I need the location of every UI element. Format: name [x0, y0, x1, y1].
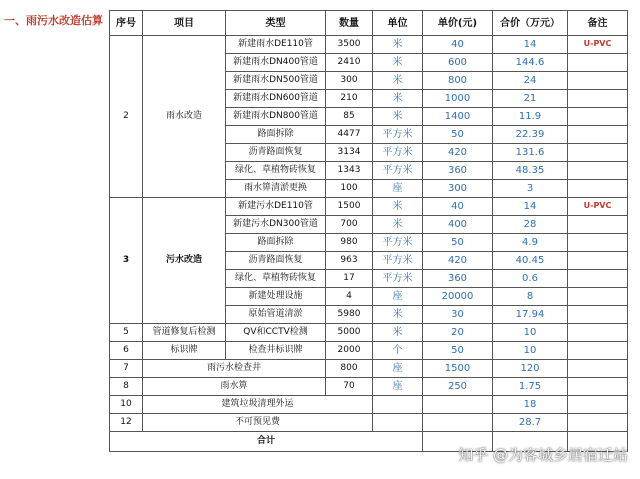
- cell-total: 48.35: [493, 162, 568, 180]
- cell-price: 30: [423, 306, 493, 324]
- header-qty: 数量: [326, 11, 373, 36]
- cell-price: 600: [423, 54, 493, 72]
- cell-total: 3: [493, 180, 568, 198]
- cell-note: [568, 378, 628, 396]
- cell-unit: 米: [373, 306, 423, 324]
- header-note: 备注: [568, 11, 628, 36]
- cell-qty: 5000: [326, 324, 373, 342]
- cell-note: U-PVC: [568, 198, 628, 216]
- total-label: 合计: [110, 432, 423, 452]
- cell-note: [568, 252, 628, 270]
- cell-total: 28.7: [493, 414, 568, 432]
- cell-note: [568, 108, 628, 126]
- cell-note: U-PVC: [568, 36, 628, 54]
- cell-price: 400: [423, 216, 493, 234]
- cell-total: 14: [493, 36, 568, 54]
- cell-type: 新建雨水DN500管道: [226, 72, 326, 90]
- cell-qty: 210: [326, 90, 373, 108]
- cell-qty: 700: [326, 216, 373, 234]
- cell-note: [568, 342, 628, 360]
- cell-type: 路面拆除: [226, 234, 326, 252]
- cell-qty: 70: [326, 378, 373, 396]
- cell-price: 50: [423, 234, 493, 252]
- cell-item: 管道修复后检测: [143, 324, 226, 342]
- cell-price: 360: [423, 162, 493, 180]
- cell-qty: 800: [326, 360, 373, 378]
- cell-unit: 米: [373, 198, 423, 216]
- cell-note: [568, 324, 628, 342]
- cell-qty: 2410: [326, 54, 373, 72]
- cell-total: 22.39: [493, 126, 568, 144]
- cell-qty: 300: [326, 72, 373, 90]
- cell-price: 40: [423, 198, 493, 216]
- cell-price: 800: [423, 72, 493, 90]
- cell-note: [568, 162, 628, 180]
- cell-unit: 座: [373, 378, 423, 396]
- cell-total: 10: [493, 342, 568, 360]
- cell-type: 新建污水DN300管道: [226, 216, 326, 234]
- header-item: 项目: [143, 11, 226, 36]
- cell-unit: [373, 414, 423, 432]
- cell-total: 14: [493, 198, 568, 216]
- cell-qty: 5980: [326, 306, 373, 324]
- cell-unit: 座: [373, 360, 423, 378]
- cell-unit: 米: [373, 36, 423, 54]
- cell-total: 0.6: [493, 270, 568, 288]
- cell-type: 路面拆除: [226, 126, 326, 144]
- header-type: 类型: [226, 11, 326, 36]
- cell-price: 360: [423, 270, 493, 288]
- cell-total: 10: [493, 324, 568, 342]
- group-name-rain: 雨水改造: [143, 36, 226, 198]
- cell-type: 新建雨水DN800管道: [226, 108, 326, 126]
- cell-item: 不可预见费: [143, 414, 373, 432]
- cell-no: 8: [110, 378, 143, 396]
- cell-price: 50: [423, 126, 493, 144]
- table-row: [110, 396, 628, 414]
- header-unit: 单位: [373, 11, 423, 36]
- cell-total: 11.9: [493, 108, 568, 126]
- cell-price: 20000: [423, 288, 493, 306]
- cell-unit: 米: [373, 90, 423, 108]
- cell-type: 绿化、草植物砖恢复: [226, 162, 326, 180]
- cell-type: 沥青路面恢复: [226, 252, 326, 270]
- cell-qty: 4477: [326, 126, 373, 144]
- cell-no: 12: [110, 414, 143, 432]
- cell-qty: 1343: [326, 162, 373, 180]
- header-row: [110, 11, 628, 36]
- cell-no: 7: [110, 360, 143, 378]
- cell-unit: 平方米: [373, 234, 423, 252]
- cell-type: 沥青路面恢复: [226, 144, 326, 162]
- cell-item: 标识牌: [143, 342, 226, 360]
- cell-no: 10: [110, 396, 143, 414]
- cell-total: 21: [493, 90, 568, 108]
- table-row: [110, 36, 628, 54]
- cell-unit: 平方米: [373, 252, 423, 270]
- estimate-table: [109, 10, 628, 452]
- cell-type: 原始管道清淤: [226, 306, 326, 324]
- cell-type: 绿化、草植物砖恢复: [226, 270, 326, 288]
- group-name-sewage: 污水改造: [143, 198, 226, 324]
- cell-type: 雨水箅清淤更换: [226, 180, 326, 198]
- cell-unit: 米: [373, 216, 423, 234]
- cell-unit: 米: [373, 54, 423, 72]
- cell-qty: 963: [326, 252, 373, 270]
- cell-note: [568, 90, 628, 108]
- cell-total: 40.45: [493, 252, 568, 270]
- table-row: [110, 414, 628, 432]
- cell-type: QV和CCTV检测: [226, 324, 326, 342]
- cell-unit: 平方米: [373, 126, 423, 144]
- cell-note: [568, 306, 628, 324]
- cell-qty: 4: [326, 288, 373, 306]
- group-no-sewage: 3: [110, 198, 143, 324]
- cell-total: 17.94: [493, 306, 568, 324]
- cell-type: 新建雨水DN600管道: [226, 90, 326, 108]
- cell-unit: 米: [373, 324, 423, 342]
- cell-note: [568, 270, 628, 288]
- table-row: [110, 324, 628, 342]
- cell-note: [568, 234, 628, 252]
- cell-unit: 米: [373, 108, 423, 126]
- watermark-text: 知乎 @为客城乡居宿迁站: [458, 446, 628, 464]
- table-row: [110, 378, 628, 396]
- cell-note: [568, 414, 628, 432]
- cell-qty: 3134: [326, 144, 373, 162]
- table-row: [110, 360, 628, 378]
- cell-unit: 平方米: [373, 144, 423, 162]
- cell-type: 新建处理设施: [226, 288, 326, 306]
- cell-price: 300: [423, 180, 493, 198]
- section-heading: 一、雨污水改造估算: [4, 14, 103, 27]
- cell-total: 28: [493, 216, 568, 234]
- cell-note: [568, 180, 628, 198]
- cell-type: 新建雨水DN400管道: [226, 54, 326, 72]
- cell-qty: 100: [326, 180, 373, 198]
- cell-type: 新建雨水DE110管: [226, 36, 326, 54]
- group-no-rain: 2: [110, 36, 143, 198]
- cell-unit: 个: [373, 342, 423, 360]
- cell-total: 4.9: [493, 234, 568, 252]
- cell-unit: 米: [373, 72, 423, 90]
- cell-price: 420: [423, 144, 493, 162]
- cell-price: 1400: [423, 108, 493, 126]
- cell-total: 18: [493, 396, 568, 414]
- cell-qty: 17: [326, 270, 373, 288]
- cell-item: 建筑垃圾清理外运: [143, 396, 373, 414]
- cell-note: [568, 360, 628, 378]
- table-row: [110, 342, 628, 360]
- cell-unit: [373, 396, 423, 414]
- cell-unit: 平方米: [373, 270, 423, 288]
- cell-total: 120: [493, 360, 568, 378]
- cell-item: 雨水箅: [143, 378, 326, 396]
- cell-note: [568, 288, 628, 306]
- cell-qty: 980: [326, 234, 373, 252]
- cell-qty: 85: [326, 108, 373, 126]
- table-row: [110, 198, 628, 216]
- cell-price: [423, 396, 493, 414]
- cell-price: 1500: [423, 360, 493, 378]
- cell-note: [568, 72, 628, 90]
- cell-unit: 座: [373, 180, 423, 198]
- cell-item: 雨污水检查井: [143, 360, 326, 378]
- cell-unit: 座: [373, 288, 423, 306]
- cell-qty: 2000: [326, 342, 373, 360]
- cell-type: 检查井标识牌: [226, 342, 326, 360]
- cell-price: 20: [423, 324, 493, 342]
- cell-note: [568, 54, 628, 72]
- cell-total: 131.6: [493, 144, 568, 162]
- header-total: 合价（万元）: [493, 11, 568, 36]
- cell-no: 5: [110, 324, 143, 342]
- cell-price: 40: [423, 36, 493, 54]
- cell-note: [568, 126, 628, 144]
- cell-qty: 3500: [326, 36, 373, 54]
- cell-total: 144.6: [493, 54, 568, 72]
- cell-price: 250: [423, 378, 493, 396]
- header-price: 单价(元): [423, 11, 493, 36]
- cell-price: [423, 414, 493, 432]
- cell-type: 新建污水DE110管: [226, 198, 326, 216]
- cell-total: 1.75: [493, 378, 568, 396]
- cell-note: [568, 144, 628, 162]
- cell-price: 420: [423, 252, 493, 270]
- header-no: 序号: [110, 11, 143, 36]
- cell-price: 1000: [423, 90, 493, 108]
- cell-price: 50: [423, 342, 493, 360]
- cell-qty: 1500: [326, 198, 373, 216]
- cell-note: [568, 216, 628, 234]
- cell-unit: 平方米: [373, 162, 423, 180]
- cell-total: 8: [493, 288, 568, 306]
- cell-note: [568, 396, 628, 414]
- cell-total: 24: [493, 72, 568, 90]
- cell-no: 6: [110, 342, 143, 360]
